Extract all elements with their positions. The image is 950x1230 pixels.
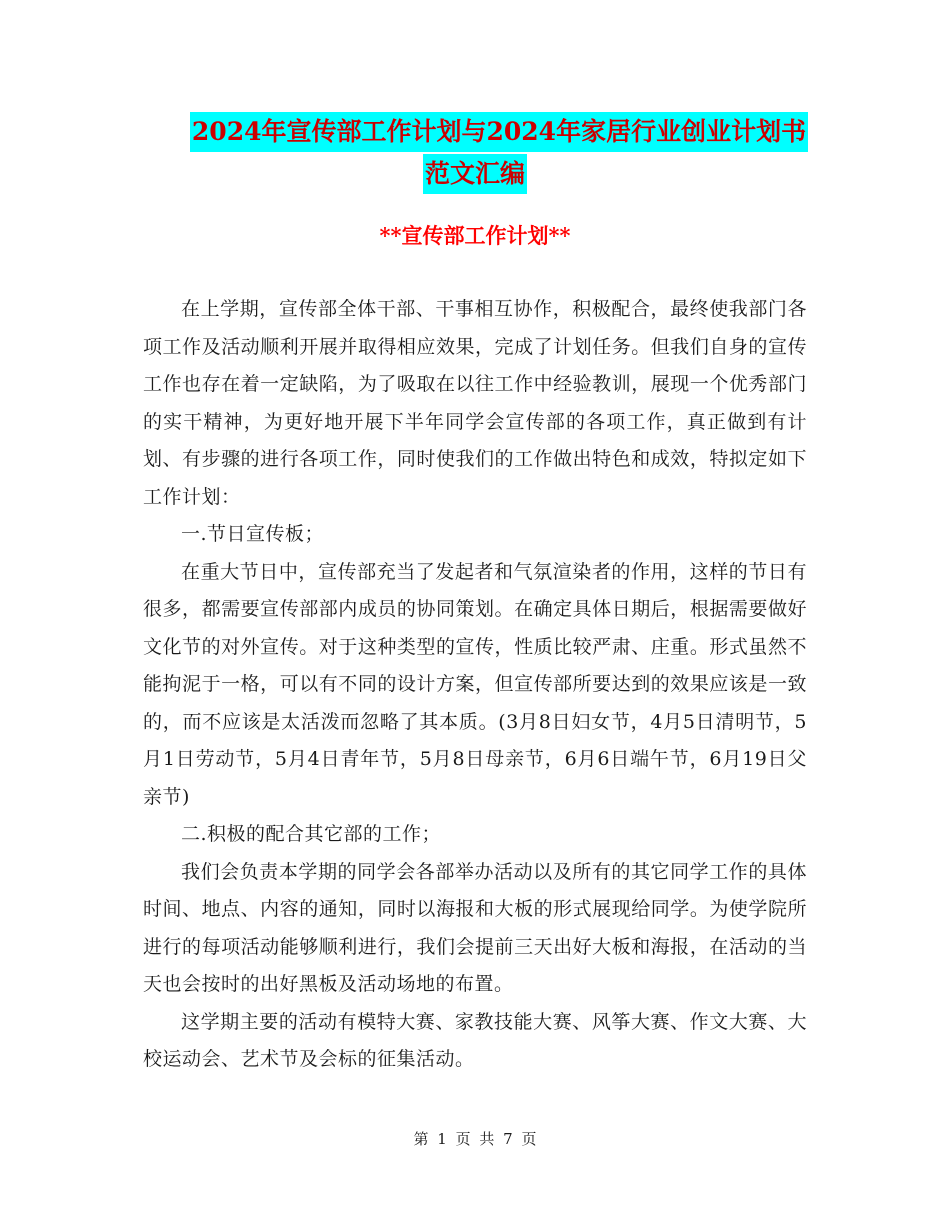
- paragraph-intro: 在上学期，宣传部全体干部、干事相互协作，积极配合，最终使我部门各项工作及活动顺利开展并取得相应效果，完成了计划任务。但我们自身的宣传工作也存在着一定缺陷，为了吸取在以往工作中经验教训，展现一个优秀部门的实干精神，为更好地开展下半年同学会宣传部的各项工作，真正做到有计划、有步骤的进行各项工作，同时使我们的工作做出特色和成效，特拟定如下工作计划：: [143, 298, 807, 508]
- body-text: [143, 291, 807, 1079]
- paragraph-item-2-heading: 二.积极的配合其它部的工作；: [181, 823, 442, 845]
- title-line-2: 范文汇编: [423, 154, 527, 194]
- section-heading: **宣传部工作计划**: [379, 223, 571, 248]
- document-title: [0, 112, 950, 196]
- paragraph-holiday-board: 在重大节日中，宣传部充当了发起者和气氛渲染者的作用，这样的节日有很多，都需要宣传部部内成员的协同策划。在确定具体日期后，根据需要做好文化节的对外宣传。对于这种类型的宣传，性质比较严肃、庄重。形式虽然不能拘泥于一格，可以有不同的设计方案，但宣传部所要达到的效果应该是一致的，而不应该是太活泼而忽略了其本质。(3月8日妇女节，4月5日清明节，5月1日劳动节，5月4日青年节，5月8日母亲节，6月6日端午节，6月19日父亲节): [143, 560, 807, 808]
- paragraph-cooperation: 我们会负责本学期的同学会各部举办活动以及所有的其它同学工作的具体时间、地点、内容的通知，同时以海报和大板的形式展现给同学。为使学院所进行的每项活动能够顺利进行，我们会提前三天出好大板和海报，在活动的当天也会按时的出好黑板及活动场地的布置。: [143, 860, 807, 995]
- paragraph-item-1-heading: 一.节日宣传板；: [181, 523, 325, 545]
- page-footer: 第 1 页 共 7 页: [413, 1130, 537, 1148]
- title-line-1: 2024年宣传部工作计划与2024年家居行业创业计划书: [190, 112, 808, 152]
- paragraph-activities: 这学期主要的活动有模特大赛、家教技能大赛、风筝大赛、作文大赛、大校运动会、艺术节及会标的征集活动。: [143, 1010, 807, 1070]
